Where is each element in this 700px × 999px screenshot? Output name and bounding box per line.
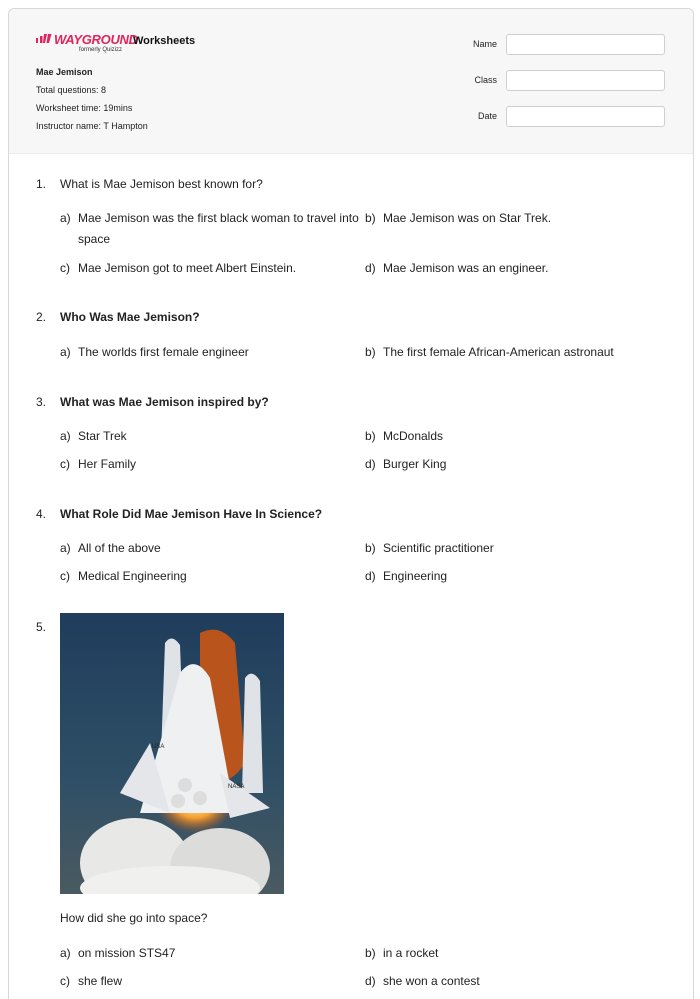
option-letter: b) bbox=[365, 429, 376, 443]
product-name: Worksheets bbox=[133, 35, 196, 47]
option-text: Medical Engineering bbox=[78, 569, 187, 583]
question-text: Who Was Mae Jemison? bbox=[60, 310, 200, 324]
question-text: What was Mae Jemison inspired by? bbox=[60, 395, 269, 409]
question-text: What is Mae Jemison best known for? bbox=[60, 177, 263, 191]
option-text: Engineering bbox=[383, 569, 448, 583]
worksheet-header bbox=[9, 9, 693, 154]
option-letter: a) bbox=[60, 429, 71, 443]
option-text: Mae Jemison got to meet Albert Einstein. bbox=[78, 261, 297, 275]
option-text-continued: space bbox=[78, 232, 111, 246]
question-number: 1. bbox=[36, 177, 47, 191]
option-letter: b) bbox=[365, 946, 376, 960]
option-text: Mae Jemison was the first black woman to travel into bbox=[78, 211, 359, 225]
total-questions: Total questions: 8 bbox=[36, 85, 107, 95]
option-letter: b) bbox=[365, 345, 376, 359]
option-text: on mission STS47 bbox=[78, 946, 176, 960]
name-input[interactable] bbox=[506, 34, 665, 55]
option-text: Mae Jemison was an engineer. bbox=[383, 261, 549, 275]
instructor-name: Instructor name: T Hampton bbox=[36, 121, 148, 131]
question-number: 5. bbox=[36, 620, 47, 634]
date-input[interactable] bbox=[506, 106, 665, 127]
question-number: 2. bbox=[36, 310, 47, 324]
space-shuttle-launch-image bbox=[60, 613, 284, 894]
option-letter: b) bbox=[365, 211, 376, 225]
option-letter: a) bbox=[60, 541, 71, 555]
usa-label: USA bbox=[152, 744, 165, 750]
worksheet-time: Worksheet time: 19mins bbox=[36, 103, 133, 113]
option-text: Star Trek bbox=[78, 429, 127, 443]
nasa-label: NASA bbox=[228, 784, 245, 790]
class-input[interactable] bbox=[506, 70, 665, 91]
option-text: Mae Jemison was on Star Trek. bbox=[383, 211, 552, 225]
logo-subtext: formerly Quizizz bbox=[79, 47, 123, 53]
option-letter: d) bbox=[365, 974, 376, 988]
option-letter: c) bbox=[60, 457, 70, 471]
option-text: The worlds first female engineer bbox=[78, 345, 249, 359]
worksheet-page bbox=[8, 8, 694, 999]
option-letter: a) bbox=[60, 345, 71, 359]
option-text: she won a contest bbox=[383, 974, 480, 988]
question-text: What Role Did Mae Jemison Have In Science? bbox=[60, 507, 323, 521]
option-letter: d) bbox=[365, 569, 376, 583]
option-text: Burger King bbox=[383, 457, 447, 471]
option-text: The first female African-American astronaut bbox=[383, 345, 614, 359]
option-letter: c) bbox=[60, 569, 70, 583]
option-letter: c) bbox=[60, 261, 70, 275]
option-text: Scientific practitioner bbox=[383, 541, 494, 555]
question-number: 4. bbox=[36, 507, 47, 521]
option-text: she flew bbox=[78, 974, 123, 988]
logo-mark-icon bbox=[36, 34, 52, 44]
name-label: Name bbox=[472, 39, 497, 49]
option-letter: d) bbox=[365, 261, 376, 275]
question-text: How did she go into space? bbox=[60, 911, 208, 925]
class-field bbox=[449, 70, 665, 92]
option-text: Her Family bbox=[78, 457, 137, 471]
option-text: McDonalds bbox=[383, 429, 444, 443]
logo-text: WAYGROUND bbox=[54, 32, 138, 47]
option-letter: a) bbox=[60, 946, 71, 960]
option-text: All of the above bbox=[78, 541, 161, 555]
option-letter: a) bbox=[60, 211, 71, 225]
wayground-logo bbox=[36, 32, 138, 60]
option-letter: b) bbox=[365, 541, 376, 555]
question-number: 3. bbox=[36, 395, 47, 409]
date-label: Date bbox=[477, 111, 497, 121]
option-letter: c) bbox=[60, 974, 70, 988]
option-letter: d) bbox=[365, 457, 376, 471]
option-text: in a rocket bbox=[383, 946, 439, 960]
name-field bbox=[449, 34, 665, 56]
class-label: Class bbox=[474, 75, 497, 85]
date-field bbox=[449, 106, 665, 128]
worksheet-title: Mae Jemison bbox=[36, 67, 93, 77]
